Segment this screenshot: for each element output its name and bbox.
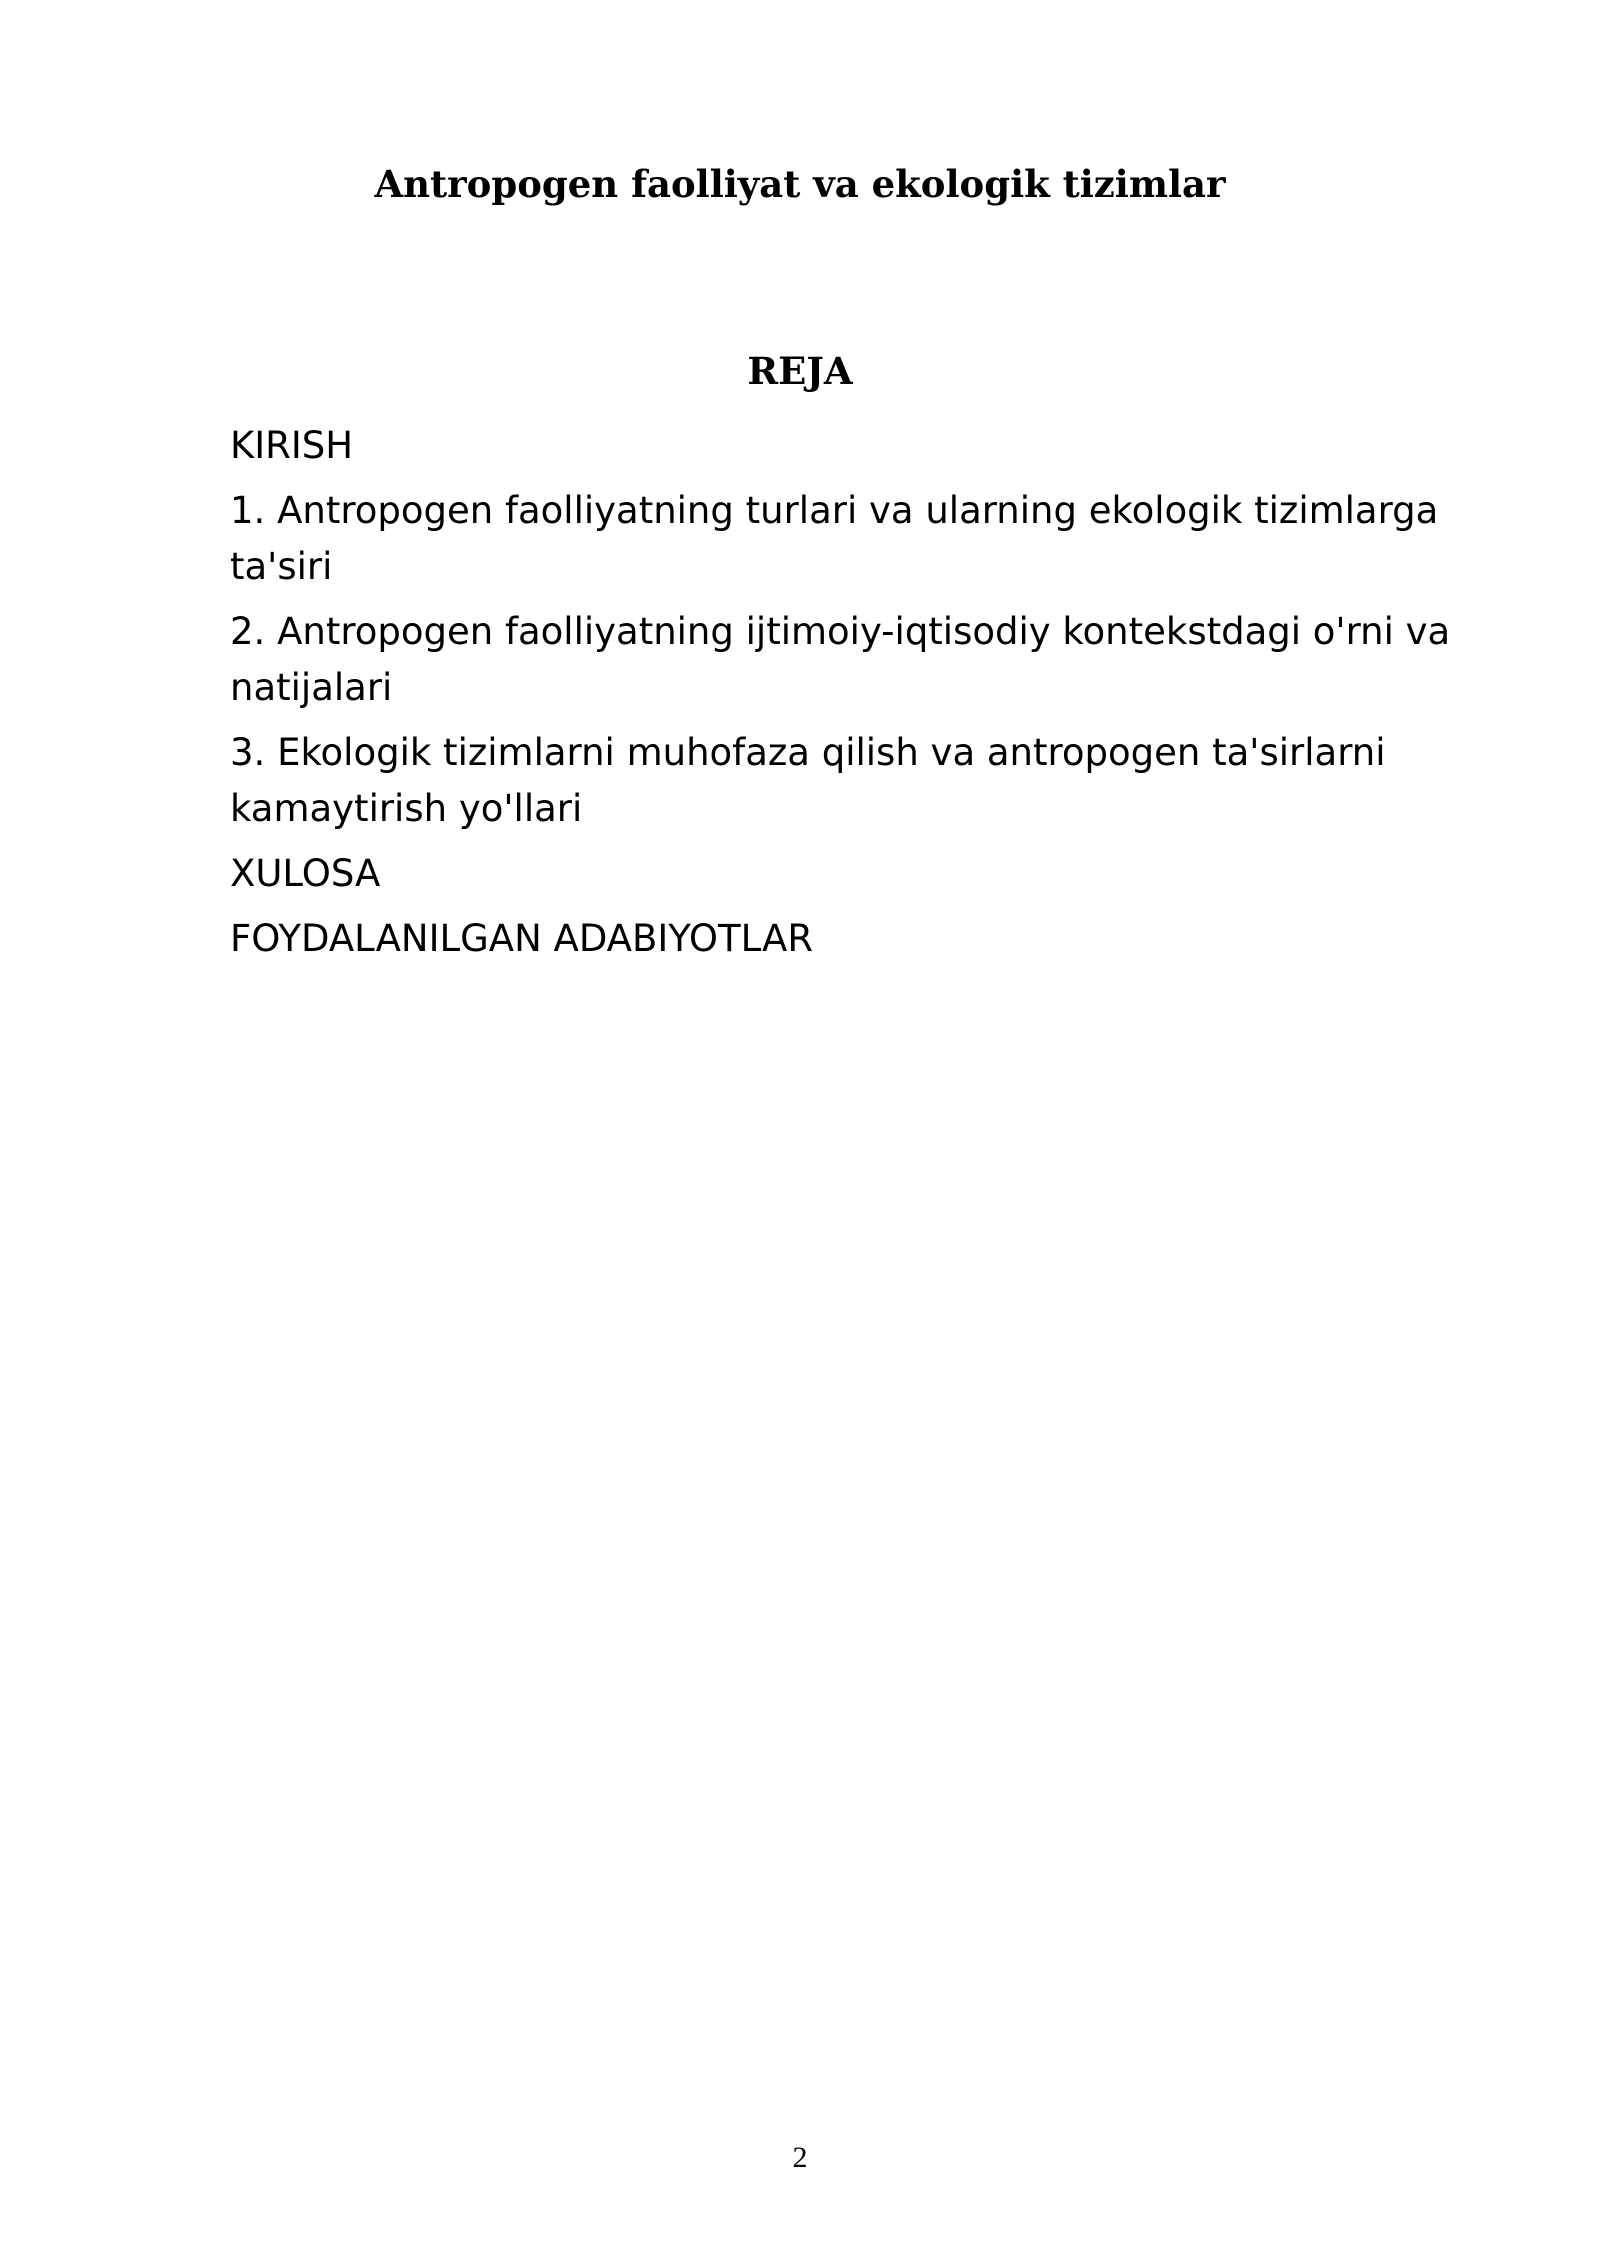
plan-item-3: 3. Ekologik tizimlarni muhofaza qilish va antropogen ta'sirlarni kamaytirish yo'llari [230, 731, 1386, 830]
plan-list [230, 418, 1470, 976]
plan-heading: REJA [747, 349, 853, 393]
page-number: 2 [792, 2141, 808, 2174]
plan-item-introduction: KIRISH [230, 424, 354, 467]
plan-item-1: 1. Antropogen faolliyatning turlari va ularning ekologik tizimlarga ta'siri [230, 489, 1439, 588]
plan-item-references: FOYDALANILGAN ADABIYOTLAR [230, 917, 814, 960]
plan-item-conclusion: XULOSA [230, 852, 381, 895]
plan-item-2: 2. Antropogen faolliyatning ijtimoiy-iqtisodiy kontekstdagi o'rni va natijalari [230, 610, 1451, 709]
document-title: Antropogen faolliyat va ekologik tizimlar [374, 162, 1226, 206]
